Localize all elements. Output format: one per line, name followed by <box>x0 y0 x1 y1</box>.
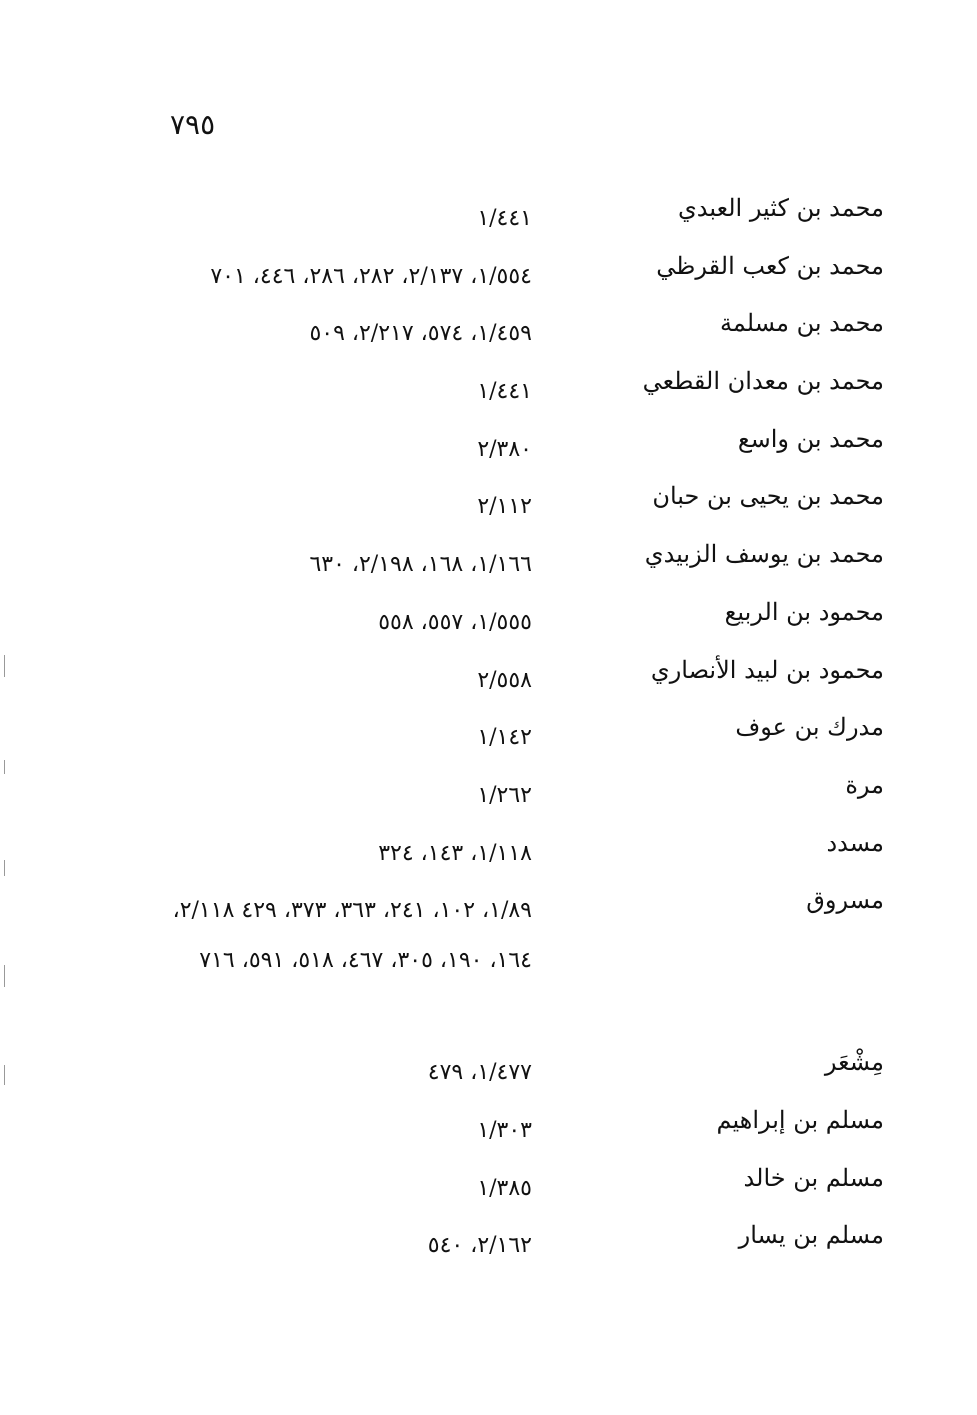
entry-name: مرة <box>845 770 884 799</box>
entry-refs: ١/٤٤١ <box>477 206 532 231</box>
entry-name: مدرك بن عوف <box>735 713 884 742</box>
index-entry <box>0 474 977 532</box>
entry-refs: ١/٤٤١ <box>477 379 532 405</box>
entry-name: مسروق <box>806 886 884 915</box>
entry-refs: ١/١٤٢ <box>477 725 532 751</box>
index-entry <box>0 244 977 302</box>
entry-name: محمد بن كثير العبدي <box>678 194 884 222</box>
page-number: ٧٩٥ <box>170 108 216 141</box>
entry-name: مسلم بن إبراهيم <box>716 1105 884 1134</box>
entry-refs: ١/٤٧٧، ٤٧٩ <box>427 1060 532 1086</box>
index-entry <box>0 1098 977 1156</box>
entry-refs: ٢/٣٨٠ <box>477 436 532 462</box>
index-entry <box>0 821 977 879</box>
index-entry <box>0 705 977 763</box>
index-entry <box>0 186 977 244</box>
entry-refs: ١/٣٨٥ <box>477 1175 532 1201</box>
entry-name: محمود بن الربيع <box>724 597 884 626</box>
entry-name: مسلم بن يسار <box>738 1221 884 1250</box>
index-entry <box>0 1040 977 1098</box>
index-entry <box>0 359 977 417</box>
index-list <box>0 186 977 1271</box>
entry-name: محمد بن واسع <box>737 424 884 453</box>
entry-refs: ١/٥٥٤، ٢/١٣٧، ٢٨٢، ٢٨٦، ٤٤٦، ٧٠١ <box>210 263 532 289</box>
entry-name: محمود بن لبيد الأنصاري <box>650 655 884 684</box>
index-entry <box>0 1156 977 1214</box>
entry-name: محمد بن يحيى بن حبان <box>652 482 884 511</box>
entry-name: محمد بن كعب القرظي <box>656 251 884 280</box>
index-entry <box>0 878 977 1040</box>
entry-name: مسلم بن خالد <box>743 1163 884 1192</box>
entry-refs: ٢/٥٥٨ <box>477 667 532 693</box>
index-entry <box>0 590 977 648</box>
entry-refs: ١/٨٩، ١٠٢، ٢٤١، ٣٦٣، ٣٧٣، ٤٢٩ ٢/١١٨، ١٦٤، ١٩٠، ٣٠٥، ٤٦٧، ٥١٨، ٥٩١، ٧١٦ <box>172 898 532 974</box>
entry-name: محمد بن مسلمة <box>720 309 884 338</box>
index-entry <box>0 1213 977 1271</box>
entry-refs: ١/٣٠٣ <box>477 1117 532 1143</box>
entry-refs: ١/٥٥٥، ٥٥٧، ٥٥٨ <box>378 609 532 635</box>
index-entry <box>0 301 977 359</box>
index-entry <box>0 763 977 821</box>
entry-refs: ١/٢٦٢ <box>477 782 532 808</box>
index-entry <box>0 417 977 475</box>
index-entry <box>0 648 977 706</box>
entry-name: محمد بن معدان القطعي <box>642 367 884 396</box>
entry-refs: ١/٤٥٩، ٥٧٤، ٢/٢١٧، ٥٠٩ <box>309 321 532 347</box>
entry-refs: ١/١١٨، ١٤٣، ٣٢٤ <box>378 840 532 866</box>
entry-refs: ٢/١٦٢، ٥٤٠ <box>427 1233 532 1259</box>
entry-name: مِشْعَر <box>824 1048 884 1077</box>
index-entry <box>0 532 977 590</box>
entry-refs: ١/١٦٦، ١٦٨، ٢/١٩٨، ٦٣٠ <box>309 552 532 578</box>
entry-name: مسدد <box>826 828 884 857</box>
entry-refs: ٢/١١٢ <box>477 494 532 520</box>
entry-name: محمد بن يوسف الزبيدي <box>644 540 884 569</box>
